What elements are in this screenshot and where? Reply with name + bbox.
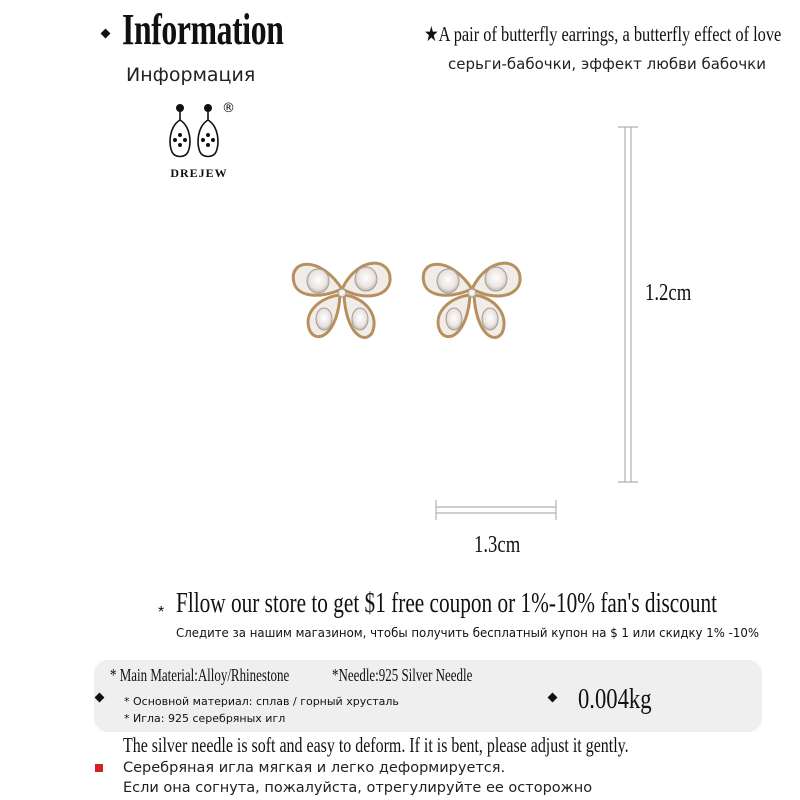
tagline-text: A pair of butterfly earrings, a butterfly effect of love — [438, 22, 782, 46]
page-title-ru: Информация — [126, 64, 256, 86]
spec-needle: *Needle:925 Silver Needle — [332, 665, 473, 685]
star-icon: ★ — [424, 22, 439, 46]
promo-text-ru: Следите за нашим магазином, чтобы получить бесплатный купон на $ 1 или скидку 1% -10% — [176, 625, 759, 640]
care-note-ru-2: Если она согнута, пожалуйста, отрегулируйте ее осторожно — [123, 780, 593, 796]
spec-material-ru: * Основной материал: сплав / горный хрусталь — [124, 695, 399, 708]
promo-star-icon: * — [158, 604, 165, 621]
height-label: 1.2cm — [645, 280, 692, 306]
earring-right — [423, 263, 520, 337]
brand-name: DREJEW — [170, 166, 228, 180]
tagline-ru: серьги-бабочки, эффект любви бабочки — [448, 55, 766, 73]
page-title: Information — [122, 5, 284, 54]
spec-needle-ru: * Игла: 925 серебряных игл — [124, 712, 286, 725]
tagline — [424, 22, 781, 47]
spec-material: * Main Material:Alloy/Rhinestone — [110, 665, 290, 685]
width-label: 1.3cm — [474, 532, 521, 558]
promo-text: Fllow our store to get $1 free coupon or 1%-10% fan's discount — [176, 588, 718, 619]
butterfly-earrings-image — [270, 235, 540, 355]
registered-mark: ® — [222, 101, 235, 116]
earring-left — [293, 263, 390, 337]
care-note-ru-1: Серебряная игла мягкая и легко деформируется. — [123, 760, 506, 776]
spec-weight: 0.004kg — [578, 683, 652, 715]
note-bullet-icon — [95, 764, 103, 772]
care-note: The silver needle is soft and easy to deform. If it is bent, please adjust it gently. — [123, 733, 629, 757]
title-bullet-icon — [101, 29, 111, 39]
